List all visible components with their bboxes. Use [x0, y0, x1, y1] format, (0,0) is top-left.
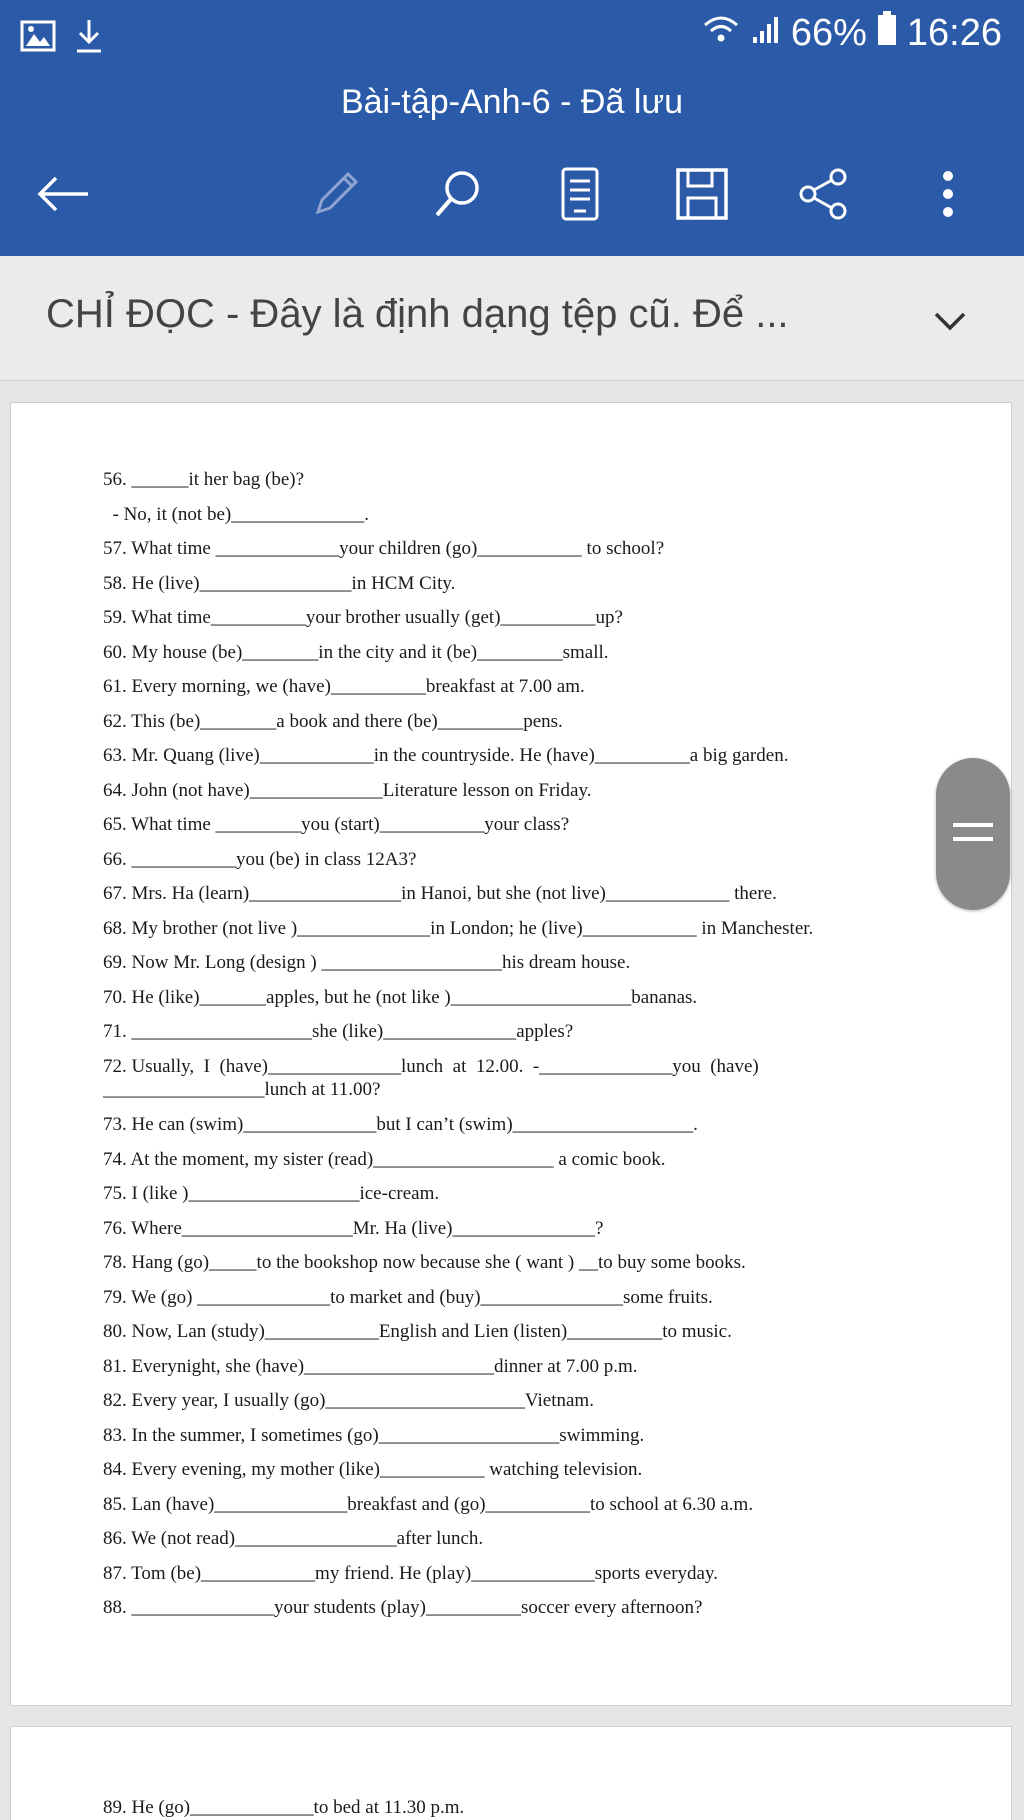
exercise-line: 86. We (not read)_________________after lunch. — [103, 1528, 484, 1549]
exercise-line: 62. This (be)________a book and there (be)_________pens. — [103, 710, 563, 732]
signal-icon — [751, 12, 781, 55]
exercise-line: 81. Everynight, she (have)____________________dinner at 7.00 p.m. — [103, 1355, 638, 1377]
image-icon — [20, 20, 56, 57]
exercise-line: 89. He (go)_____________to bed at 11.30 p.m. — [103, 1797, 465, 1818]
share-button[interactable] — [790, 162, 858, 230]
pencil-icon — [308, 166, 364, 227]
exercise-line: 59. What time__________your brother usually (get)__________up? — [103, 607, 623, 628]
more-options-button[interactable] — [914, 162, 982, 230]
exercise-line: 67. Mrs. Ha (learn)________________in Hanoi, but she (not live)_____________ there. — [103, 883, 777, 904]
exercise-line: 82. Every year, I usually (go)_____________________Vietnam. — [103, 1390, 594, 1411]
exercise-line: 76. Where__________________Mr. Ha (live)_______________? — [103, 1217, 604, 1239]
exercise-line: 78. Hang (go)_____to the bookshop now because she ( want ) __to buy some books. — [103, 1252, 746, 1273]
exercise-line: 88. _______________your students (play)__________soccer every afternoon? — [103, 1597, 703, 1618]
exercise-line: 73. He can (swim)______________but I can’t (swim)___________________. — [103, 1114, 698, 1135]
status-bar — [0, 0, 1024, 76]
download-icon — [74, 18, 104, 59]
exercise-line: 72. Usually, I (have)______________lunch at 12.00. -______________you (have) — [103, 1055, 759, 1077]
exercise-line: 66. ___________you (be) in class 12A3? — [103, 848, 417, 870]
exercise-line-continuation: _________________lunch at 11.00? — [103, 1079, 381, 1100]
battery-percent: 66% — [790, 11, 867, 54]
read-only-banner[interactable] — [0, 256, 1024, 381]
more-vertical-icon — [940, 166, 956, 227]
exercise-line: 65. What time _________you (start)___________your class? — [103, 814, 570, 835]
exercise-line: 85. Lan (have)______________breakfast and (go)___________to school at 6.30 a.m. — [103, 1493, 754, 1515]
scroll-handle[interactable] — [936, 758, 1010, 910]
clock-time: 16:26 — [906, 11, 1002, 54]
exercise-list — [103, 463, 973, 1626]
document-page — [10, 402, 1012, 1706]
reading-view-icon — [558, 166, 602, 227]
document-page-2 — [10, 1726, 1012, 1820]
exercise-line: - No, it (not be)______________. — [103, 503, 369, 525]
search-icon — [430, 166, 486, 227]
save-icon — [674, 166, 730, 227]
find-button[interactable] — [424, 162, 492, 230]
exercise-line: 87. Tom (be)____________my friend. He (play)_____________sports everyday. — [103, 1562, 719, 1584]
exercise-line: 75. I (like )__________________ice-cream. — [103, 1183, 440, 1204]
battery-icon — [877, 10, 897, 56]
back-arrow-icon — [36, 174, 92, 219]
reading-view-button[interactable] — [546, 162, 614, 230]
share-icon — [796, 166, 852, 227]
exercise-line: 71. ___________________she (like)______________apples? — [103, 1021, 574, 1042]
exercise-line: 84. Every evening, my mother (like)___________ watching television. — [103, 1459, 643, 1480]
toolbar — [0, 150, 1024, 240]
back-button[interactable] — [30, 162, 98, 230]
exercise-line: 64. John (not have)______________Literature lesson on Friday. — [103, 779, 592, 801]
status-left — [20, 18, 104, 59]
exercise-line: 56. ______it her bag (be)? — [103, 469, 305, 490]
exercise-line: 60. My house (be)________in the city and it (be)_________small. — [103, 641, 609, 663]
exercise-line: 80. Now, Lan (study)____________English and Lien (listen)__________to music. — [103, 1321, 732, 1342]
exercise-line: 63. Mr. Quang (live)____________in the countryside. He (have)__________a big garden. — [103, 745, 789, 766]
exercise-line: 68. My brother (not live )______________in London; he (live)____________ in Manchester. — [103, 917, 814, 939]
edit-button[interactable] — [302, 162, 370, 230]
exercise-line: 70. He (like)_______apples, but he (not like )___________________bananas. — [103, 986, 698, 1008]
exercise-line: 74. At the moment, my sister (read)___________________ a comic book. — [103, 1148, 666, 1170]
chevron-down-icon[interactable] — [926, 298, 974, 346]
exercise-line: 61. Every morning, we (have)__________breakfast at 7.00 am. — [103, 676, 585, 697]
exercise-line: 58. He (live)________________in HCM City. — [103, 572, 456, 594]
exercise-line: 79. We (go) ______________to market and (buy)_______________some fruits. — [103, 1286, 713, 1308]
save-button[interactable] — [668, 162, 736, 230]
wifi-icon — [701, 11, 741, 55]
exercise-line: 57. What time _____________your children (go)___________ to school? — [103, 538, 665, 559]
status-right — [701, 10, 1002, 56]
exercise-line: 83. In the summer, I sometimes (go)___________________swimming. — [103, 1424, 645, 1446]
drag-handle-icon — [949, 815, 997, 854]
read-only-message: CHỈ ĐỌC - Đây là định dạng tệp cũ. Để ... — [46, 292, 789, 336]
app-header — [0, 0, 1024, 256]
document-title: Bài-tập-Anh-6 - Đã lưu — [340, 83, 684, 121]
exercise-line: 69. Now Mr. Long (design ) ___________________his dream house. — [103, 952, 631, 973]
